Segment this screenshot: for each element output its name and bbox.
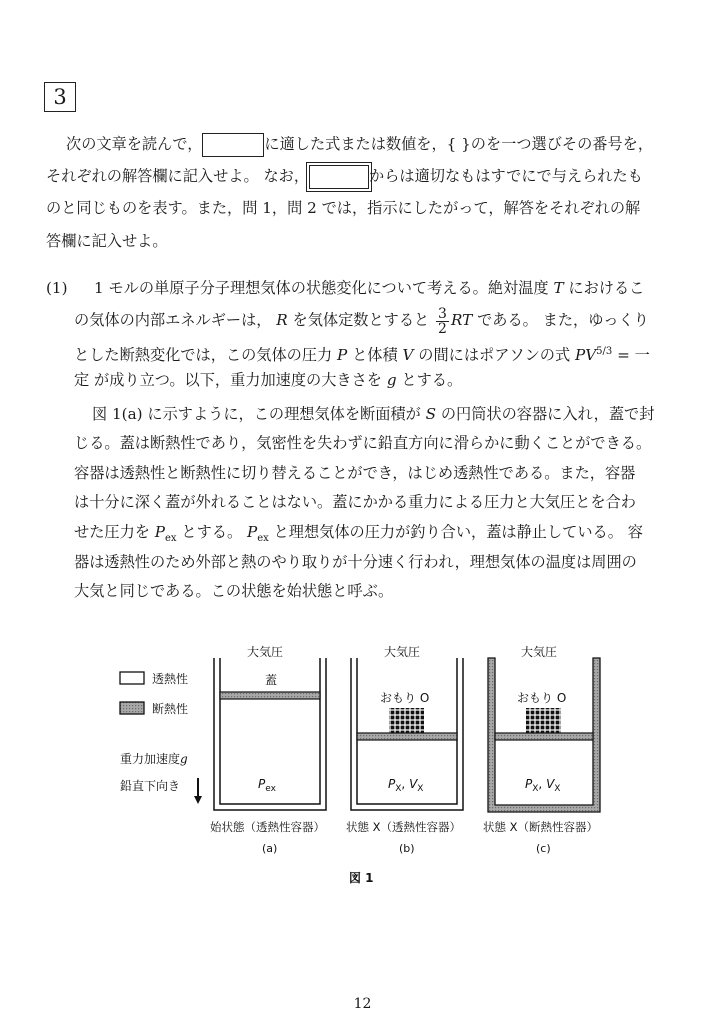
intro-line-1 <box>66 133 653 157</box>
symbol-P: P <box>337 346 348 365</box>
weight-label-c: おもり O <box>517 691 567 705</box>
atm-label-c: 大気圧 <box>521 645 558 659</box>
part1-para2-line-6: 器は透熱性のため外部と熱のやり取りが十分速く行われ，理想気体の温度は周囲の <box>74 553 637 571</box>
downward-label: 鉛直下向き <box>120 779 181 793</box>
text: の円筒状の容器に入れ，蓋で封 <box>440 405 655 423</box>
text: 定 が成り立つ。以下，重力加速度の大きさを <box>74 371 382 389</box>
weight-label-b: おもり O <box>380 691 430 705</box>
text: 図 1(a) に示すように，この理想気体を断面積が <box>92 405 421 423</box>
intro-line-4: 答欄に記入せよ。 <box>46 232 168 250</box>
part-label: (1) <box>46 279 68 297</box>
caption-c: 状態 X（断熱性容器） <box>483 820 599 834</box>
weight-b <box>389 708 424 733</box>
part1-line-3 <box>74 342 650 365</box>
caption-b: 状態 X（透熱性容器） <box>346 820 462 834</box>
problem-number: 3 <box>44 82 76 112</box>
intro-text: 次の文章を読んで， <box>66 135 203 153</box>
down-arrow-head-icon <box>194 796 202 804</box>
label-a: (a) <box>262 842 278 855</box>
text: 1 モルの単原子分子理想気体の状態変化について考える。絶対温度 <box>94 279 549 297</box>
legend-adiabatic-label: 断熱性 <box>152 702 189 716</box>
intro-line-2 <box>46 165 643 189</box>
legend-adiabatic-swatch <box>120 702 144 714</box>
symbol-RT: RT <box>450 311 473 329</box>
intro-text: からは適切なもはすでにで与えられたも <box>369 167 643 185</box>
part1-line-2 <box>74 305 649 336</box>
legend-diathermal-swatch <box>120 672 144 684</box>
subscript: ex <box>165 533 177 545</box>
text: と理想気体の圧力が釣り合い，蓋は静止している。 容 <box>273 523 643 541</box>
lid-b <box>357 733 457 740</box>
subscript: ex <box>257 533 269 545</box>
part1-para2-line-4: は十分に深く蓋が外れることはない。蓋にかかる重力による圧力と大気圧とを合わ <box>74 493 636 511</box>
intro-text: それぞれの解答欄に記入せよ。 なお， <box>46 167 310 185</box>
gravity-label: 重力加速度g <box>120 752 188 766</box>
answer-blank-double <box>309 165 369 189</box>
container-a <box>210 644 326 855</box>
part1-para2-line-1 <box>92 404 654 424</box>
figure-1 <box>0 630 725 900</box>
text: とする。 <box>181 523 243 541</box>
symbol-T: T <box>553 279 564 297</box>
text: = 一 <box>617 346 650 365</box>
label-c: (c) <box>536 842 551 855</box>
text: におけるこ <box>568 279 645 297</box>
symbol-P: P <box>154 523 165 541</box>
lid-c <box>495 733 593 740</box>
legend-diathermal-label: 透熱性 <box>152 672 189 686</box>
lid-label: 蓋 <box>265 673 278 687</box>
text: せた圧力を <box>74 523 150 541</box>
symbol-V: V <box>402 346 414 365</box>
symbol-PV: PV <box>574 346 597 365</box>
fraction-3-2 <box>436 307 449 336</box>
symbol-g: g <box>386 371 397 389</box>
atm-label-b: 大気圧 <box>384 645 421 659</box>
container-c <box>483 644 600 855</box>
symbol-R: R <box>276 311 288 329</box>
text: とする。 <box>401 371 463 389</box>
fraction-denominator: 2 <box>438 320 447 337</box>
label-b: (b) <box>399 842 415 855</box>
text: を気体定数とすると <box>292 311 430 329</box>
lid-a <box>220 692 320 699</box>
intro-text: に適した式または数値を，{ }のを一つ選びその番号を， <box>264 135 654 153</box>
answer-blank <box>202 133 264 157</box>
caption-a: 始状態（透熱性容器） <box>210 820 325 834</box>
text: である。 また，ゆっくり <box>477 311 649 329</box>
weight-c <box>526 708 561 733</box>
symbol-P: P <box>246 523 258 541</box>
part1-para2-line-2: じる。蓋は断熱性であり，気密性を失わずに鉛直方向に滑らかに動くことができる。 <box>74 434 652 452</box>
atm-label-a: 大気圧 <box>247 645 284 659</box>
part1-para2-line-5 <box>74 522 643 549</box>
text: の気体の内部エネルギーは， <box>74 311 272 329</box>
fraction-numerator: 3 <box>438 305 447 322</box>
text: とした断熱変化では，この気体の圧力 <box>74 346 333 365</box>
text: の間にはポアソンの式 <box>418 346 571 365</box>
gas-c-label: $P_X$, $V_X$ <box>525 777 561 794</box>
gas-b-label: $P_X$, $V_X$ <box>388 777 424 794</box>
symbol-S: S <box>425 405 437 423</box>
exponent: 5/3 <box>596 346 613 357</box>
part1-line-1 <box>94 278 644 298</box>
text: と体積 <box>352 346 398 365</box>
container-b <box>346 644 463 855</box>
gas-a-label: $P_{ex}$ <box>258 777 276 794</box>
figure-title: 図 1 <box>349 871 374 885</box>
part1-para2-line-7: 大気と同じである。この状態を始状態と呼ぶ。 <box>74 582 394 600</box>
part1-line-4 <box>74 370 462 390</box>
page-number: 12 <box>353 996 372 1012</box>
intro-line-3: のと同じものを表す。また，問 1，問 2 では，指示にしたがって，解答をそれぞれの解 <box>46 199 641 217</box>
part1-para2-line-3: 容器は透熱性と断熱性に切り替えることができ，はじめ透熱性である。また，容器 <box>74 464 636 482</box>
